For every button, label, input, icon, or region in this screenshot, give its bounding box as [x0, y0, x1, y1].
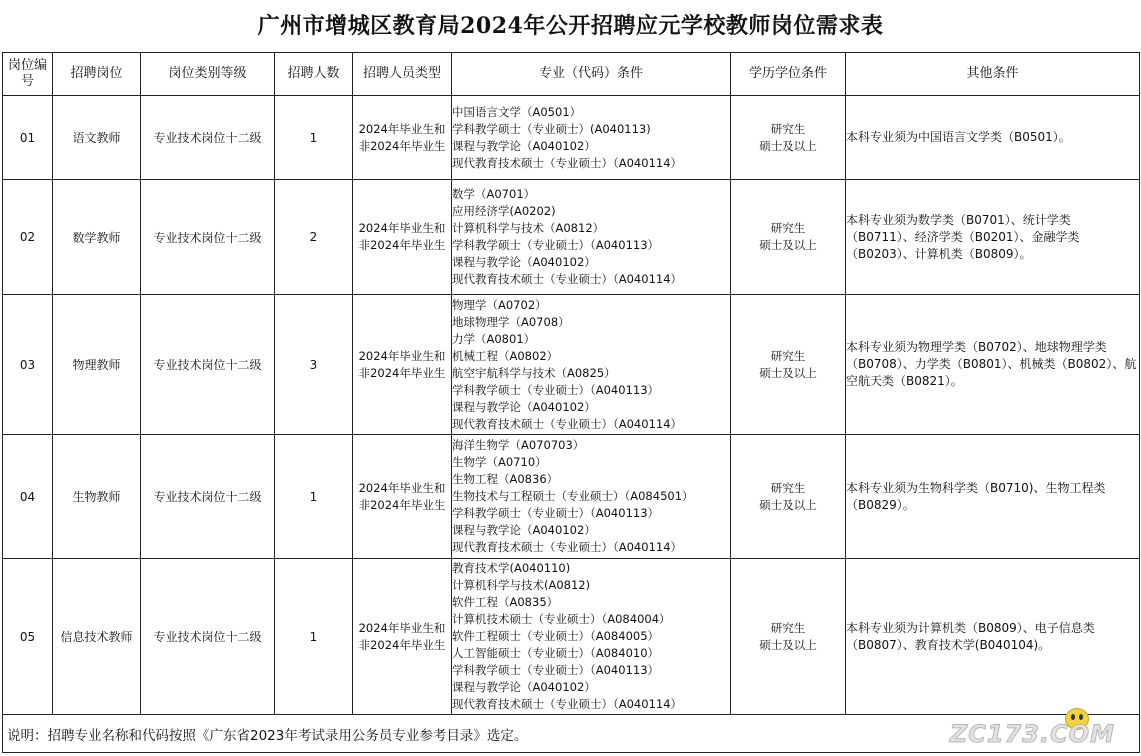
- header-other: 其他条件: [846, 53, 1140, 96]
- degree-line: 硕士及以上: [759, 138, 817, 153]
- cell-post: 数学教师: [53, 180, 141, 295]
- major-line: 现代教育技术硕士（专业硕士）（A040114）: [452, 416, 683, 431]
- type-line: 2024年毕业生和: [358, 221, 446, 235]
- watermark: ZC173.COM: [949, 720, 1115, 748]
- major-line: 学科教学硕士（专业硕士）（A040113）: [452, 663, 660, 677]
- cell-other: 本科专业须为计算机类（B0809）、电子信息类（B0807）、教育技术学(B040104)。: [846, 559, 1140, 715]
- cell-count: 1: [275, 96, 353, 180]
- type-line: 2024年毕业生和: [358, 620, 446, 635]
- table-row: [3, 435, 1140, 559]
- cell-id: 02: [3, 180, 53, 295]
- major-line: 计算机科学与技术（A0812）: [452, 221, 605, 235]
- degree-line: 研究生: [770, 620, 806, 635]
- major-line: 软件工程硕士（专业硕士）（A084005）: [452, 629, 660, 643]
- degree-line: 研究生: [770, 480, 806, 495]
- major-line: 现代教育技术硕士（专业硕士）（A040114）: [452, 155, 683, 170]
- cell-degree: [731, 559, 846, 715]
- header-category: 岗位类别等级: [141, 53, 275, 96]
- major-line: 学科教学硕士（专业硕士）（A040113）: [452, 506, 660, 520]
- cell-id: 01: [3, 96, 53, 180]
- cell-post: 信息技术教师: [53, 559, 141, 715]
- cell-other: 本科专业须为数学类（B0701）、统计学类（B0711）、经济学类（B0201）、金融学类（B0203）、计算机类（B0809）。: [846, 180, 1140, 295]
- header-id: 岗位编号: [3, 53, 53, 96]
- cell-id: 03: [3, 295, 53, 435]
- cell-majors: [452, 180, 731, 295]
- cell-post: 语文教师: [53, 96, 141, 180]
- major-line: 机械工程（A0802）: [452, 348, 559, 363]
- degree-line: 硕士及以上: [759, 238, 817, 252]
- degree-line: 研究生: [770, 348, 806, 363]
- cell-majors: [452, 295, 731, 435]
- degree-line: 硕士及以上: [759, 637, 817, 652]
- major-line: 应用经济学(A0202): [452, 204, 556, 218]
- major-line: 力学（A0801）: [452, 331, 536, 346]
- header-post: 招聘岗位: [53, 53, 141, 96]
- cell-degree: [731, 180, 846, 295]
- cell-count: 1: [275, 435, 353, 559]
- major-line: 数学（A0701）: [452, 187, 536, 201]
- major-line: 航空宇航科学与技术（A0825）: [452, 365, 616, 380]
- cell-id: 04: [3, 435, 53, 559]
- cell-degree: [731, 295, 846, 435]
- major-line: 课程与教学论（A040102）: [452, 399, 596, 414]
- major-line: 生物学（A0710）: [452, 455, 547, 469]
- cell-category: 专业技术岗位十二级: [141, 96, 275, 180]
- job-requirements-table: [2, 52, 1140, 753]
- cell-count: 1: [275, 559, 353, 715]
- cell-other: 本科专业须为生物科学类（B0710)、生物工程类（B0829）。: [846, 435, 1140, 559]
- major-line: 学科教学硕士（专业硕士）（A040113）: [452, 382, 660, 397]
- cell-degree: [731, 96, 846, 180]
- page-title: 广州市增城区教育局2024年公开招聘应元学校教师岗位需求表: [257, 13, 884, 39]
- major-line: 生物工程（A0836）: [452, 472, 559, 486]
- major-line: 学科教学硕士（专业硕士）（A040113）: [452, 238, 660, 252]
- type-line: 非2024年毕业生: [358, 138, 446, 153]
- major-line: 生物技术与工程硕士（专业硕士）（A084501）: [452, 489, 694, 503]
- degree-line: 硕士及以上: [759, 365, 817, 380]
- cell-category: 专业技术岗位十二级: [141, 295, 275, 435]
- major-line: 现代教育技术硕士（专业硕士）（A040114）: [452, 697, 683, 711]
- table-row: [3, 180, 1140, 295]
- major-line: 人工智能硕士（专业硕士）（A084010）: [452, 646, 660, 660]
- degree-line: 硕士及以上: [759, 497, 817, 512]
- major-line: 现代教育技术硕士（专业硕士）（A040114）: [452, 272, 683, 286]
- type-line: 非2024年毕业生: [358, 238, 446, 252]
- cell-count: 3: [275, 295, 353, 435]
- major-line: 计算机科学与技术(A0812): [452, 578, 591, 592]
- cell-category: 专业技术岗位十二级: [141, 435, 275, 559]
- header-type: 招聘人员类型: [353, 53, 452, 96]
- cell-type: [353, 295, 452, 435]
- major-line: 海洋生物学（A070703）: [452, 438, 585, 452]
- table-row: [3, 559, 1140, 715]
- degree-line: 研究生: [770, 121, 806, 136]
- table-row: [3, 295, 1140, 435]
- cell-post: 物理教师: [53, 295, 141, 435]
- cell-majors: [452, 435, 731, 559]
- major-line: 计算机技术硕士（专业硕士）（A084004）: [452, 612, 671, 626]
- cell-type: [353, 559, 452, 715]
- degree-line: 研究生: [770, 221, 806, 235]
- major-line: 学科教学硕士（专业硕士）(A040113): [452, 121, 651, 136]
- cell-other: 本科专业须为物理学类（B0702）、地球物理学类（B0708）、力学类（B0801）、机械类（B0802）、航空航天类（B0821）。: [846, 295, 1140, 435]
- major-line: 课程与教学论（A040102）: [452, 680, 596, 694]
- major-line: 课程与教学论（A040102）: [452, 255, 596, 269]
- cell-post: 生物教师: [53, 435, 141, 559]
- header-count: 招聘人数: [275, 53, 353, 96]
- major-line: 课程与教学论（A040102）: [452, 523, 596, 537]
- major-line: 课程与教学论（A040102）: [452, 138, 596, 153]
- type-line: 非2024年毕业生: [358, 365, 446, 380]
- cell-type: [353, 96, 452, 180]
- cell-majors: [452, 96, 731, 180]
- major-line: 软件工程（A0835）: [452, 595, 559, 609]
- type-line: 非2024年毕业生: [358, 637, 446, 652]
- cell-degree: [731, 435, 846, 559]
- cell-count: 2: [275, 180, 353, 295]
- type-line: 2024年毕业生和: [358, 348, 446, 363]
- type-line: 非2024年毕业生: [358, 497, 446, 512]
- header-major: 专业（代码）条件: [452, 53, 731, 96]
- major-line: 教育技术学(A040110): [452, 561, 571, 575]
- type-line: 2024年毕业生和: [358, 480, 446, 495]
- cell-category: 专业技术岗位十二级: [141, 559, 275, 715]
- cell-id: 05: [3, 559, 53, 715]
- cell-category: 专业技术岗位十二级: [141, 180, 275, 295]
- table-row: [3, 96, 1140, 180]
- major-line: 中国语言文学（A0501）: [452, 104, 582, 119]
- major-line: 现代教育技术硕士（专业硕士）（A040114）: [452, 540, 683, 554]
- cell-other: 本科专业须为中国语言文学类（B0501）。: [846, 96, 1140, 180]
- type-line: 2024年毕业生和: [358, 121, 446, 136]
- header-row: [3, 53, 1140, 96]
- cell-majors: [452, 559, 731, 715]
- cell-type: [353, 180, 452, 295]
- major-line: 物理学（A0702）: [452, 297, 547, 312]
- major-line: 地球物理学（A0708）: [452, 314, 570, 329]
- footnote: 说明：招聘专业名称和代码按照《广东省2023年考试录用公务员专业参考目录》选定。: [3, 715, 1140, 753]
- header-degree: 学历学位条件: [731, 53, 846, 96]
- cell-type: [353, 435, 452, 559]
